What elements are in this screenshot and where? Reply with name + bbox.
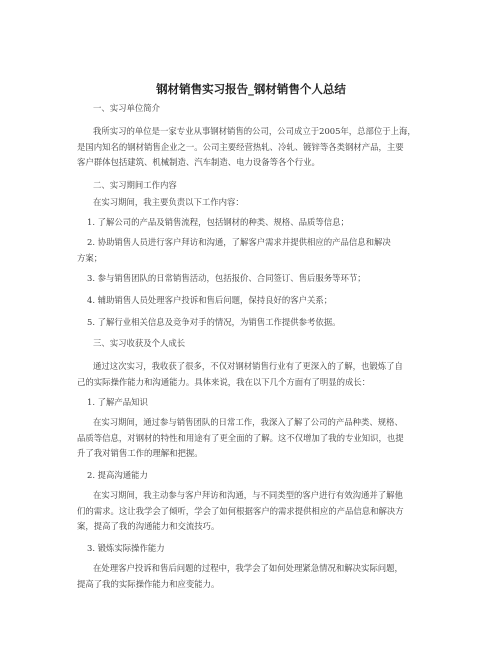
paragraph-line: 们的需求。这让我学会了倾听，学会了如何根据客户的需求提供相应的产品信息和解决方 [77, 505, 404, 516]
list-item: 2. 协助销售人员进行客户拜访和沟通，了解客户需求并提供相应的产品信息和解决 方案； [77, 237, 391, 263]
paragraph-line: 我所实习的单位是一家专业从事钢材销售的公司，公司成立于2005年，总部位于上海， [93, 126, 416, 136]
paragraph-line: 在处理客户投诉和售后问题的过程中，我学会了如何处理紧急情况和解决实际问题， [93, 563, 403, 573]
section-2-intro: 在实习期间，我主要负责以下工作内容： [93, 197, 244, 207]
subsection-heading-2: 2. 提高沟通能力 [87, 470, 148, 480]
paragraph-line: 案，提高了我的沟通能力和交流技巧。 [77, 521, 220, 531]
list-item: 3. 参与销售团队的日常销售活动，包括报价、合同签订、售后服务等环节； [87, 273, 366, 283]
subsection-heading-1: 1. 了解产品知识 [87, 397, 148, 407]
subsection-3-paragraph [77, 561, 447, 592]
subsection-heading-3: 3. 锻炼实际操作能力 [87, 543, 165, 553]
list-item: 1. 了解公司的产品及销售流程，包括钢材的种类、规格、品质等信息； [87, 217, 349, 227]
paragraph-line: 己的实际操作能力和沟通能力。具体来说，我在以下几个方面有了明显的成长： [77, 376, 371, 387]
section-heading-3: 三、实习收获及个人成长 [93, 338, 186, 348]
paragraph-line: 升了我对销售工作的理解和把握。 [77, 448, 203, 458]
paragraph-line: 通过这次实习，我收获了很多，不仅对钢材销售行业有了更深入的了解，也锻炼了自 [93, 361, 403, 371]
paragraph-line: 提高了我的实际操作能力和应变能力。 [77, 578, 220, 589]
paragraph-line: 在实习期间，我主动参与客户拜访和沟通，与不同类型的客户进行有效沟通并了解他 [93, 490, 403, 500]
paragraph-line: 是国内知名的钢材销售企业之一。公司主要经营热轧、冷轧、镀锌等各类钢材产品，主要 [77, 141, 404, 152]
paragraph-line: 客户群体包括建筑、机械制造、汽车制造、电力设备等各个行业。 [77, 157, 320, 167]
paragraph-line: 在实习期间，通过参与销售团队的日常工作，我深入了解了公司的产品种类、规格、 [93, 417, 403, 427]
section-3-paragraph [77, 359, 447, 390]
subsection-1-paragraph [77, 415, 447, 462]
paragraph-line: 品质等信息，对钢材的特性和用途有了更全面的了解。这不仅增加了我的专业知识，也提 [77, 432, 404, 443]
list-item: 4. 辅助销售人员处理客户投诉和售后问题，保持良好的客户关系； [87, 295, 333, 305]
section-1-paragraph [77, 124, 447, 171]
subsection-2-paragraph [77, 488, 447, 535]
section-heading-1: 一、实习单位简介 [93, 103, 160, 113]
section-heading-2: 二、实习期间工作内容 [93, 180, 177, 190]
page-title: 钢材销售实习报告_钢材销售个人总结 [156, 82, 346, 96]
list-item: 5. 了解行业相关信息及竞争对手的情况，为销售工作提供参考依据。 [87, 317, 341, 327]
